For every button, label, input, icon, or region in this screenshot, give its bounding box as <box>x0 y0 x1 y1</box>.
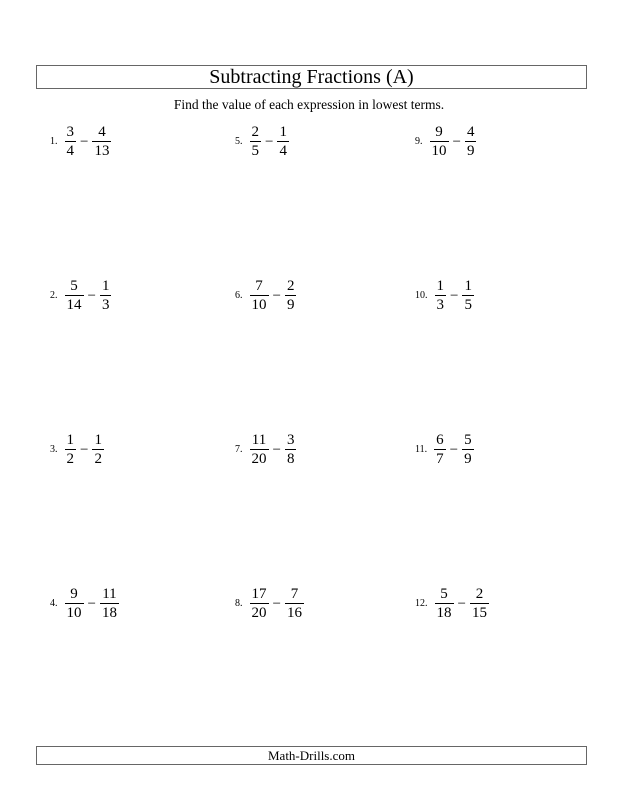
numerator: 7 <box>255 278 263 294</box>
fraction-minuend <box>434 278 448 313</box>
numerator: 6 <box>436 432 444 448</box>
problem-11 <box>415 432 475 467</box>
fraction-subtrahend <box>461 278 475 313</box>
numerator: 17 <box>251 586 267 602</box>
problem-6 <box>235 278 297 313</box>
numerator: 1 <box>279 124 287 140</box>
fraction-subtrahend <box>91 432 105 467</box>
denominator: 20 <box>251 605 267 621</box>
problem-2 <box>50 278 112 313</box>
fraction-subtrahend <box>464 124 478 159</box>
numerator: 5 <box>70 278 78 294</box>
denominator: 2 <box>66 451 74 467</box>
minus-sign: − <box>265 133 274 150</box>
denominator: 14 <box>66 297 82 313</box>
problem-number: 1. <box>50 135 58 147</box>
denominator: 8 <box>286 451 295 467</box>
problem-number: 11. <box>415 443 428 455</box>
numerator: 5 <box>464 432 472 448</box>
minus-sign: − <box>87 595 96 612</box>
problem-number: 12. <box>415 597 428 609</box>
numerator: 4 <box>466 124 475 140</box>
fraction-minuend <box>249 124 263 159</box>
numerator: 2 <box>286 278 295 294</box>
minus-sign: − <box>80 441 89 458</box>
denominator: 16 <box>286 605 302 621</box>
minus-sign: − <box>87 287 96 304</box>
fraction-minuend <box>249 586 270 621</box>
numerator: 9 <box>435 124 443 140</box>
denominator: 10 <box>251 297 267 313</box>
denominator: 10 <box>431 143 447 159</box>
fraction-subtrahend <box>469 586 490 621</box>
minus-sign: − <box>80 133 89 150</box>
problem-7 <box>235 432 297 467</box>
fraction-subtrahend <box>276 124 290 159</box>
fraction-subtrahend <box>91 124 112 159</box>
numerator: 3 <box>66 124 74 140</box>
denominator: 4 <box>66 143 74 159</box>
fraction-minuend <box>249 432 270 467</box>
denominator: 20 <box>251 451 267 467</box>
fraction-subtrahend <box>99 586 120 621</box>
denominator: 9 <box>466 143 475 159</box>
instructions: Find the value of each expression in lowest terms. <box>173 97 445 112</box>
fraction-minuend <box>64 124 78 159</box>
problem-5 <box>235 124 290 159</box>
footer-text: Math-Drills.com <box>267 748 355 763</box>
problem-8 <box>235 586 305 621</box>
numerator: 1 <box>101 278 110 294</box>
problem-number: 9. <box>415 135 423 147</box>
numerator: 3 <box>286 432 295 448</box>
numerator: 11 <box>102 586 117 602</box>
numerator: 1 <box>436 278 444 294</box>
numerator: 4 <box>98 124 106 140</box>
problem-3 <box>50 432 105 467</box>
denominator: 13 <box>94 143 110 159</box>
denominator: 9 <box>286 297 295 313</box>
fraction-minuend <box>434 586 455 621</box>
denominator: 3 <box>101 297 110 313</box>
footer-box <box>36 746 587 765</box>
problem-number: 2. <box>50 289 58 301</box>
numerator: 2 <box>251 124 259 140</box>
problem-number: 6. <box>235 289 243 301</box>
denominator: 18 <box>436 605 452 621</box>
numerator: 11 <box>251 432 267 448</box>
fraction-subtrahend <box>284 278 298 313</box>
numerator: 1 <box>94 432 102 448</box>
minus-sign: − <box>450 287 459 304</box>
problem-number: 3. <box>50 443 58 455</box>
minus-sign: − <box>272 441 281 458</box>
problem-number: 5. <box>235 135 243 147</box>
denominator: 15 <box>471 605 487 621</box>
denominator: 10 <box>66 605 82 621</box>
denominator: 18 <box>101 605 117 621</box>
problem-12 <box>415 586 490 621</box>
numerator: 2 <box>475 586 484 602</box>
numerator: 9 <box>70 586 78 602</box>
fraction-minuend <box>433 432 447 467</box>
problem-number: 7. <box>235 443 243 455</box>
denominator: 3 <box>436 297 444 313</box>
problem-9 <box>415 124 477 159</box>
denominator: 5 <box>251 143 259 159</box>
denominator: 2 <box>94 451 102 467</box>
problem-number: 8. <box>235 597 243 609</box>
fraction-minuend <box>64 432 78 467</box>
numerator: 1 <box>464 278 472 294</box>
numerator: 5 <box>440 586 448 602</box>
numerator: 1 <box>66 432 74 448</box>
problem-number: 4. <box>50 597 58 609</box>
fraction-subtrahend <box>99 278 113 313</box>
minus-sign: − <box>449 441 459 458</box>
fraction-minuend <box>64 278 85 313</box>
fraction-minuend <box>249 278 270 313</box>
fraction-subtrahend <box>284 586 305 621</box>
numerator: 7 <box>290 586 299 602</box>
minus-sign: − <box>457 595 466 612</box>
problem-10 <box>415 278 475 313</box>
fraction-subtrahend <box>461 432 475 467</box>
worksheet-title: Subtracting Fractions (A) <box>209 66 414 88</box>
fraction-subtrahend <box>284 432 298 467</box>
fraction-minuend <box>64 586 85 621</box>
minus-sign: − <box>272 595 281 612</box>
fraction-minuend <box>429 124 450 159</box>
denominator: 4 <box>279 143 287 159</box>
worksheet-title-box <box>36 65 587 89</box>
problem-4 <box>50 586 120 621</box>
problem-1 <box>50 124 112 159</box>
minus-sign: − <box>452 133 461 150</box>
problem-number: 10. <box>415 289 428 301</box>
denominator: 9 <box>464 451 472 467</box>
denominator: 7 <box>436 451 444 467</box>
denominator: 5 <box>464 297 472 313</box>
minus-sign: − <box>272 287 281 304</box>
